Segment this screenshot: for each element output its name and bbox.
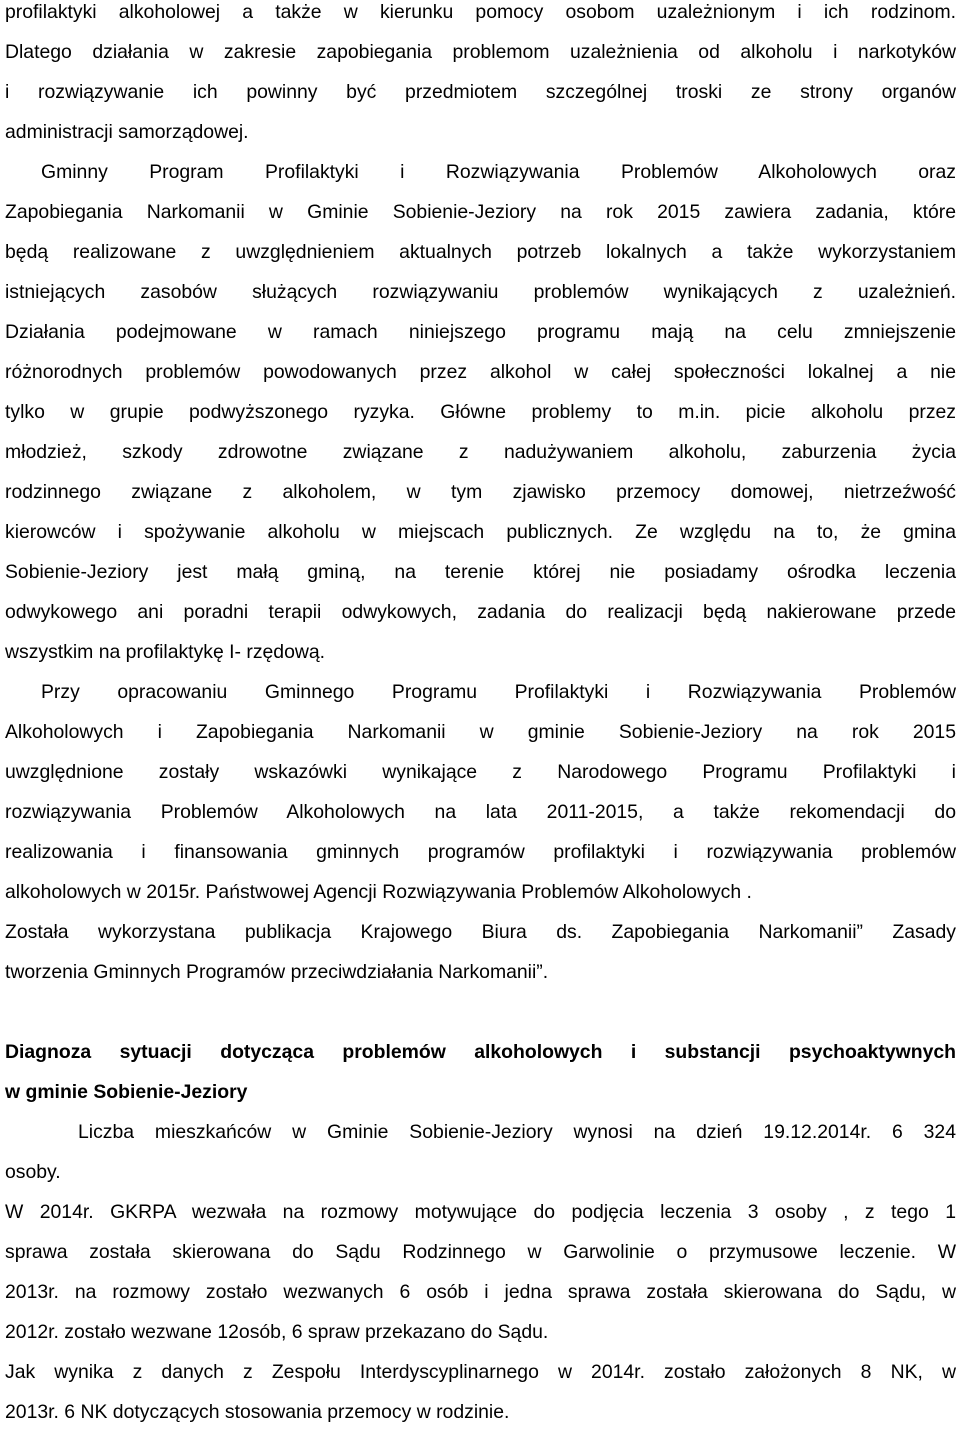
paragraph-gkrpa (5, 1192, 956, 1352)
text-line: wszystkim na profilaktykę I- rzędową. (5, 641, 326, 663)
text-line: rozwiązywania Problemów Alkoholowych na lata 2011-2015, a także rekomendacji do (5, 801, 956, 823)
text-line: Przy opracowaniu Gminnego Programu Profilaktyki i Rozwiązywania Problemów (41, 681, 956, 703)
text-line: Działania podejmowane w ramach niniejszego programu mają na celu zmniejszenie (5, 321, 956, 343)
text-line: tylko w grupie podwyższonego ryzyka. Główne problemy to m.in. picie alkoholu przez (5, 401, 956, 423)
text-line: będą realizowane z uwzględnieniem aktualnych potrzeb lokalnych a także wykorzystaniem (5, 241, 956, 263)
text-line: 2013r. na rozmowy zostało wezwanych 6 osób i jedna sprawa została skierowana do Sądu, w (5, 1281, 956, 1303)
text-line: alkoholowych w 2015r. Państwowej Agencji Rozwiązywania Problemów Alkoholowych . (5, 881, 752, 903)
text-line: kierowców i spożywanie alkoholu w miejscach publicznych. Ze względu na to, że gmina (5, 521, 956, 543)
text-line: rodzinnego związane z alkoholem, w tym zjawisko przemocy domowej, nietrzeźwość (5, 481, 956, 503)
text-line: różnorodnych problemów powodowanych przez alkohol w całej społeczności lokalnej a nie (5, 361, 956, 383)
text-line: młodzież, szkody zdrowotne związane z nadużywaniem alkoholu, zaburzenia życia (5, 441, 956, 463)
text-line: i rozwiązywanie ich powinny być przedmiotem szczególnej troski ze strony organów (5, 81, 956, 103)
text-line: 2012r. zostało wezwane 12osób, 6 spraw przekazano do Sądu. (5, 1321, 549, 1343)
text-line: realizowania i finansowania gminnych programów profilaktyki i rozwiązywania problemów (5, 841, 956, 863)
heading-line: Diagnoza sytuacji dotycząca problemów alkoholowych i substancji psychoaktywnych (5, 1041, 956, 1063)
section-heading (5, 1032, 956, 1112)
text-line: Alkoholowych i Zapobiegania Narkomanii w gminie Sobienie-Jeziory na rok 2015 (5, 721, 956, 743)
paragraph-sources (5, 672, 956, 992)
heading-line: w gminie Sobienie-Jeziory (5, 1081, 248, 1103)
text-line: W 2014r. GKRPA wezwała na rozmowy motywujące do podjęcia leczenia 3 osoby , z tego 1 (5, 1201, 956, 1223)
paragraph-intro (5, 0, 956, 152)
text-line: Sobienie-Jeziory jest małą gminą, na terenie której nie posiadamy ośrodka leczenia (5, 561, 956, 583)
paragraph-program (5, 152, 956, 672)
text-line: 2013r. 6 NK dotyczących stosowania przemocy w rodzinie. (5, 1401, 510, 1423)
text-line: uwzględnione zostały wskazówki wynikające z Narodowego Programu Profilaktyki i (5, 761, 956, 783)
text-line: tworzenia Gminnych Programów przeciwdziałania Narkomanii”. (5, 961, 549, 983)
text-line: Gminny Program Profilaktyki i Rozwiązywania Problemów Alkoholowych oraz (41, 161, 956, 183)
text-line: Zapobiegania Narkomanii w Gminie Sobienie-Jeziory na rok 2015 zawiera zadania, które (5, 201, 956, 223)
document-page (5, 0, 956, 1432)
text-line: sprawa została skierowana do Sądu Rodzinnego w Garwolinie o przymusowe leczenie. W (5, 1241, 956, 1263)
text-line: Jak wynika z danych z Zespołu Interdyscyplinarnego w 2014r. zostało założonych 8 NK, w (5, 1361, 956, 1383)
text-line: Została wykorzystana publikacja Krajowego Biura ds. Zapobiegania Narkomanii” Zasady (5, 921, 956, 943)
text-line: administracji samorządowej. (5, 121, 249, 143)
paragraph-population (5, 1112, 956, 1192)
paragraph-nk (5, 1352, 956, 1432)
text-line: profilaktyki alkoholowej a także w kierunku pomocy osobom uzależnionym i ich rodzinom. (5, 1, 956, 23)
text-line: odwykowego ani poradni terapii odwykowych, zadania do realizacji będą nakierowane przede (5, 601, 956, 623)
blank-line (5, 992, 956, 1032)
text-line: istniejących zasobów służących rozwiązywaniu problemów wynikających z uzależnień. (5, 281, 956, 303)
text-line: Dlatego działania w zakresie zapobiegania problemom uzależnienia od alkoholu i narkotyków (5, 41, 956, 63)
text-line: osoby. (5, 1161, 61, 1183)
text-line: Liczba mieszkańców w Gminie Sobienie-Jeziory wynosi na dzień 19.12.2014r. 6 324 (78, 1121, 956, 1143)
